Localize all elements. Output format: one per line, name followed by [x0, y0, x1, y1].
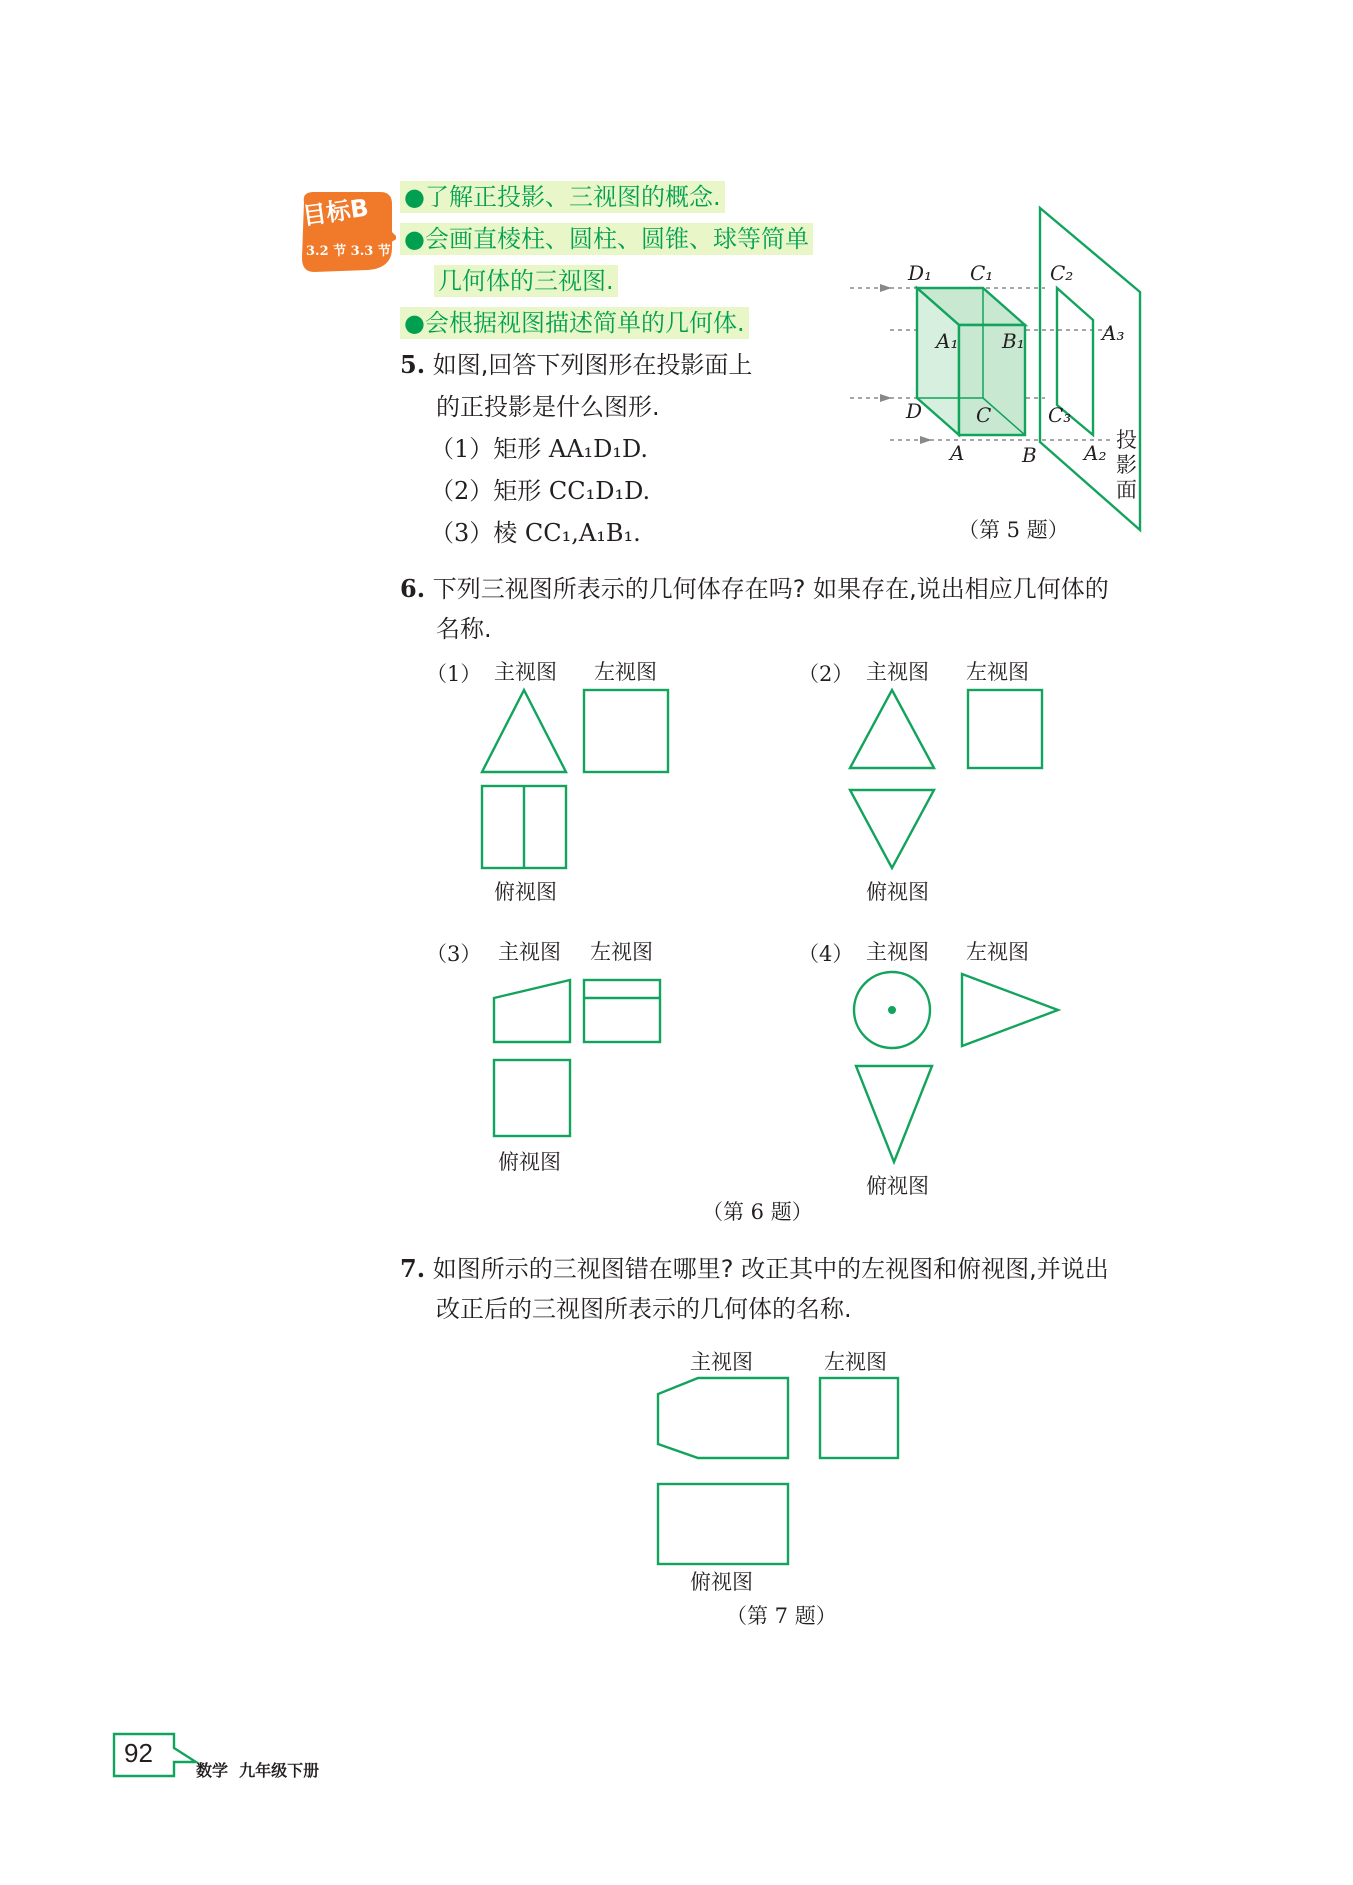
badge-sections: 3.2 节 3.3 节 [306, 244, 391, 259]
q5-item-2: （2）矩形 CC₁D₁D. [430, 477, 651, 505]
q6-line1: 6. 下列三视图所表示的几何体存在吗? 如果存在,说出相应几何体的 [400, 574, 1109, 603]
square-left-view [968, 690, 1042, 768]
q6-part4-views [846, 966, 1066, 1172]
plane-label: 投影面 [1116, 428, 1137, 502]
objective-3: ●会根据视图描述简单的几何体. [400, 302, 749, 344]
label-a3: A₃ [1102, 321, 1125, 345]
label-a2: A₂ [1084, 441, 1107, 465]
rect-left-view [584, 980, 660, 1042]
rect-top-view [658, 1484, 788, 1564]
inverted-triangle-top-view [850, 790, 934, 868]
objective-1: ●了解正投影、三视图的概念. [400, 176, 725, 218]
q6-part2-views [840, 680, 1060, 880]
q6-part4-top-label: 俯视图 [866, 1174, 929, 1198]
q6-part1-views [470, 680, 690, 880]
q7-top-label: 俯视图 [690, 1570, 753, 1594]
square-top-view [494, 1060, 570, 1136]
q6-part3-left-label: 左视图 [590, 940, 653, 964]
square-left-view [584, 690, 668, 772]
q6-part2-top-label: 俯视图 [866, 880, 929, 904]
q6-part4-front-label: 主视图 [866, 940, 929, 964]
objective-2-cont: 几何体的三视图. [434, 260, 618, 302]
q7-front-label: 主视图 [690, 1350, 753, 1374]
q5-item-3: （3）棱 CC₁,A₁B₁. [430, 519, 641, 547]
q6-line2: 名称. [436, 615, 492, 643]
triangle-front-view [482, 690, 566, 772]
objective-2: ●会画直棱柱、圆柱、圆锥、球等简单 [400, 218, 813, 260]
target-badge [298, 188, 396, 276]
q6-part2-left-label: 左视图 [966, 660, 1029, 684]
trapezoid-front-view [494, 980, 570, 1042]
pentagon-front-view [658, 1378, 788, 1458]
q7-line1: 7. 如图所示的三视图错在哪里? 改正其中的左视图和俯视图,并说出 [400, 1254, 1109, 1283]
circle-center-dot [888, 1006, 896, 1014]
q6-part2-num: （2） [798, 662, 854, 686]
label-d1: D₁ [908, 261, 933, 285]
q6-part3-views [480, 970, 680, 1150]
inverted-triangle-top-view [856, 1066, 932, 1162]
label-b1: B₁ [1002, 329, 1025, 353]
q5-caption: （第 5 题） [958, 518, 1069, 542]
q6-caption: （第 6 题） [702, 1200, 813, 1224]
q6-part1-top-label: 俯视图 [494, 880, 557, 904]
book-title: 数学 九年级下册 [196, 1761, 320, 1780]
label-c3: C₃ [1048, 403, 1072, 427]
triangle-left-view [962, 974, 1058, 1046]
q7-views [650, 1370, 910, 1570]
badge-title: 目标B [300, 193, 371, 231]
label-c1: C₁ [970, 261, 994, 285]
label-a1: A₁ [936, 329, 959, 353]
q5-line1: 5. 如图,回答下列图形在投影面上 [400, 350, 753, 379]
label-a: A [950, 441, 965, 465]
label-c2: C₂ [1050, 261, 1074, 285]
q6-part3-front-label: 主视图 [498, 940, 561, 964]
q6-part3-top-label: 俯视图 [498, 1150, 561, 1174]
q7-left-label: 左视图 [824, 1350, 887, 1374]
q7-caption: （第 7 题） [726, 1604, 837, 1628]
label-b: B [1022, 443, 1037, 467]
square-left-view [820, 1378, 898, 1458]
q6-part1-front-label: 主视图 [494, 660, 557, 684]
q5-figure [840, 200, 1160, 540]
q7-line2: 改正后的三视图所表示的几何体的名称. [436, 1295, 852, 1323]
q6-part1-num: （1） [426, 662, 482, 686]
page-number: 92 [124, 1738, 153, 1768]
q6-part1-left-label: 左视图 [594, 660, 657, 684]
label-c: C [976, 403, 992, 427]
q6-part3-num: （3） [426, 942, 482, 966]
q6-part2-front-label: 主视图 [866, 660, 929, 684]
q5-item-1: （1）矩形 AA₁D₁D. [430, 435, 649, 463]
triangle-front-view [850, 690, 934, 768]
q6-part4-left-label: 左视图 [966, 940, 1029, 964]
q6-part4-num: （4） [798, 942, 854, 966]
cuboid [917, 288, 1025, 435]
q5-line2: 的正投影是什么图形. [436, 393, 660, 421]
label-d: D [906, 399, 923, 423]
